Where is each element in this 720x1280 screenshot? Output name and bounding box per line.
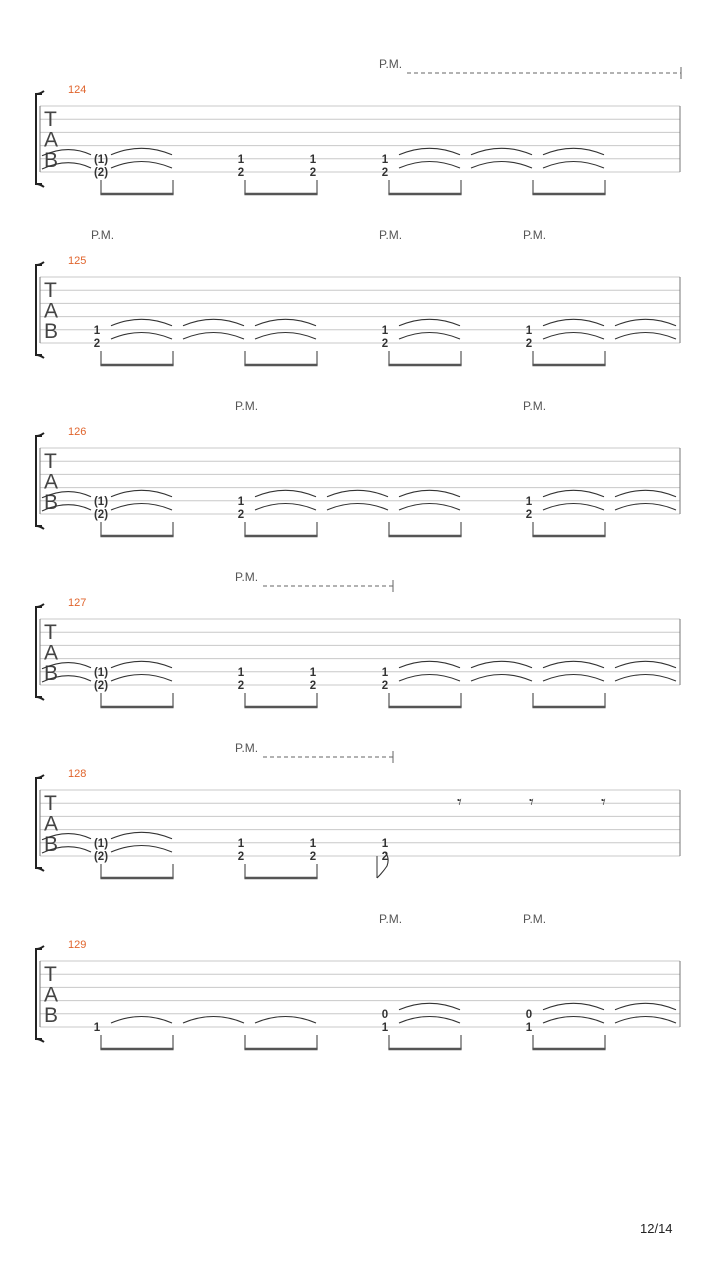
tie-arc [399, 504, 460, 511]
fret-number: 0 [381, 1008, 389, 1021]
fret-number: 1 [237, 837, 245, 850]
tie-arc [615, 675, 676, 682]
system-bracket [36, 607, 42, 697]
palm-mute-label: P.M. [523, 228, 547, 242]
tie-arc [399, 675, 460, 682]
tab-clef-letter: B [44, 491, 59, 514]
system-bracket [36, 436, 42, 526]
tie-arc [615, 1003, 676, 1010]
fret-number: 1 [381, 324, 389, 337]
page-number: 12/14 [640, 1221, 673, 1236]
tie-arc [399, 490, 460, 497]
tie-arc [111, 675, 172, 682]
tie-arc [543, 504, 604, 511]
tie-arc [615, 333, 676, 340]
bracket-hook-bottom [36, 355, 44, 358]
bracket-hook-top [36, 946, 44, 949]
tab-clef-letter: B [44, 662, 59, 685]
tie-arc [327, 504, 388, 511]
fret-number: 1 [381, 153, 389, 166]
fret-number: 2 [381, 680, 389, 692]
bar-number: 128 [68, 768, 87, 780]
fret-number: (2) [93, 851, 109, 863]
tie-arc [255, 319, 316, 326]
tie-arc [111, 832, 172, 839]
tie-arc [255, 1017, 316, 1024]
bar-number: 126 [68, 426, 87, 438]
tie-arc [399, 1003, 460, 1010]
tab-clef-letter: T [44, 279, 57, 302]
fret-number: 2 [237, 680, 245, 692]
tie-arc [615, 1017, 676, 1024]
system-bracket [36, 778, 42, 868]
fret-number: 1 [93, 1022, 101, 1034]
bracket-hook-bottom [36, 526, 44, 529]
tie-arc [399, 661, 460, 668]
tie-arc [399, 333, 460, 340]
tab-clef-letter: B [44, 833, 59, 856]
bracket-hook-top [36, 262, 44, 265]
system-bracket [36, 265, 42, 355]
palm-mute-label: P.M. [379, 912, 403, 926]
bracket-hook-bottom [36, 697, 44, 700]
tie-arc [255, 504, 316, 511]
tie-arc [183, 319, 244, 326]
tab-clef-letter: T [44, 963, 57, 986]
tie-arc [183, 1017, 244, 1024]
fret-number: (2) [93, 509, 109, 521]
fret-number: 1 [525, 1022, 533, 1034]
palm-mute-label: P.M. [379, 57, 403, 71]
tie-arc [111, 504, 172, 511]
palm-mute-label: P.M. [523, 912, 547, 926]
fret-number: 1 [525, 495, 533, 508]
fret-number: 1 [525, 324, 533, 337]
tie-arc [111, 490, 172, 497]
bar-number: 124 [68, 84, 87, 96]
fret-number: 2 [525, 338, 533, 350]
tie-arc [543, 661, 604, 668]
bracket-hook-bottom [36, 1039, 44, 1042]
fret-number: 2 [93, 338, 101, 350]
tie-arc [399, 1017, 460, 1024]
tie-arc [327, 490, 388, 497]
tie-arc [543, 333, 604, 340]
fret-number: 2 [309, 851, 317, 863]
tie-arc [255, 333, 316, 340]
tab-clef-letter: B [44, 1004, 59, 1027]
tab-clef-letter: B [44, 320, 59, 343]
fret-number: 2 [237, 167, 245, 179]
tie-arc [543, 490, 604, 497]
tab-clef-letter: A [44, 983, 59, 1007]
fret-number: 1 [237, 153, 245, 166]
eighth-rest: 𝄾 [601, 792, 606, 814]
fret-number: 1 [237, 495, 245, 508]
fret-number: (2) [93, 680, 109, 692]
bar-number: 125 [68, 255, 87, 267]
tie-arc [255, 490, 316, 497]
fret-number: 2 [237, 851, 245, 863]
tie-arc [543, 1003, 604, 1010]
tab-clef-letter: A [44, 812, 59, 836]
palm-mute-label: P.M. [379, 228, 403, 242]
palm-mute-label: P.M. [235, 399, 259, 413]
tie-arc [183, 333, 244, 340]
tie-arc [111, 1017, 172, 1024]
tie-arc [543, 148, 604, 155]
bracket-hook-bottom [36, 184, 44, 187]
tie-arc [111, 148, 172, 155]
tie-arc [543, 162, 604, 169]
palm-mute-label: P.M. [91, 228, 115, 242]
tie-arc [615, 490, 676, 497]
fret-number: 2 [525, 509, 533, 521]
tie-arc [111, 333, 172, 340]
tie-arc [111, 319, 172, 326]
palm-mute-label: P.M. [235, 570, 259, 584]
tie-arc [111, 162, 172, 169]
bracket-hook-top [36, 433, 44, 436]
tie-arc [399, 148, 460, 155]
fret-number: (2) [93, 167, 109, 179]
fret-number: 1 [309, 837, 317, 850]
fret-number: 1 [381, 1022, 389, 1034]
fret-number: 1 [381, 837, 389, 850]
palm-mute-label: P.M. [523, 399, 547, 413]
tab-clef-letter: B [44, 149, 59, 172]
tie-arc [543, 675, 604, 682]
fret-number: 2 [237, 509, 245, 521]
tab-clef-letter: T [44, 621, 57, 644]
tie-arc [471, 148, 532, 155]
fret-number: 1 [381, 666, 389, 679]
bar-number: 127 [68, 597, 87, 609]
fret-number: (1) [93, 153, 109, 166]
system-bracket [36, 94, 42, 184]
tie-arc [471, 661, 532, 668]
tie-arc [471, 675, 532, 682]
bracket-hook-top [36, 775, 44, 778]
tie-arc [399, 319, 460, 326]
tie-arc [615, 504, 676, 511]
fret-number: 0 [525, 1008, 533, 1021]
tie-arc [471, 162, 532, 169]
fret-number: 1 [237, 666, 245, 679]
bracket-hook-top [36, 604, 44, 607]
tie-arc [399, 162, 460, 169]
tie-arc [615, 319, 676, 326]
bracket-hook-bottom [36, 868, 44, 871]
fret-number: 1 [93, 324, 101, 337]
tie-arc [615, 661, 676, 668]
fret-number: (1) [93, 495, 109, 508]
system-bracket [36, 949, 42, 1039]
tab-clef-letter: T [44, 108, 57, 131]
palm-mute-label: P.M. [235, 741, 259, 755]
bar-number: 129 [68, 939, 87, 951]
tie-arc [543, 1017, 604, 1024]
tie-arc [111, 846, 172, 853]
fret-number: 2 [381, 167, 389, 179]
tie-arc [111, 661, 172, 668]
fret-number: 1 [309, 666, 317, 679]
tab-clef-letter: T [44, 792, 57, 815]
fret-number: 2 [309, 167, 317, 179]
eighth-rest: 𝄾 [457, 792, 462, 814]
fret-number: 2 [381, 851, 389, 863]
bracket-hook-top [36, 91, 44, 94]
tab-clef-letter: A [44, 299, 59, 323]
fret-number: 2 [309, 680, 317, 692]
fret-number: 1 [309, 153, 317, 166]
fret-number: (1) [93, 666, 109, 679]
tab-clef-letter: A [44, 128, 59, 152]
tab-clef-letter: A [44, 470, 59, 494]
tie-arc [543, 319, 604, 326]
fret-number: (1) [93, 837, 109, 850]
fret-number: 2 [381, 338, 389, 350]
tab-clef-letter: A [44, 641, 59, 665]
tab-clef-letter: T [44, 450, 57, 473]
eighth-rest: 𝄾 [529, 792, 534, 814]
